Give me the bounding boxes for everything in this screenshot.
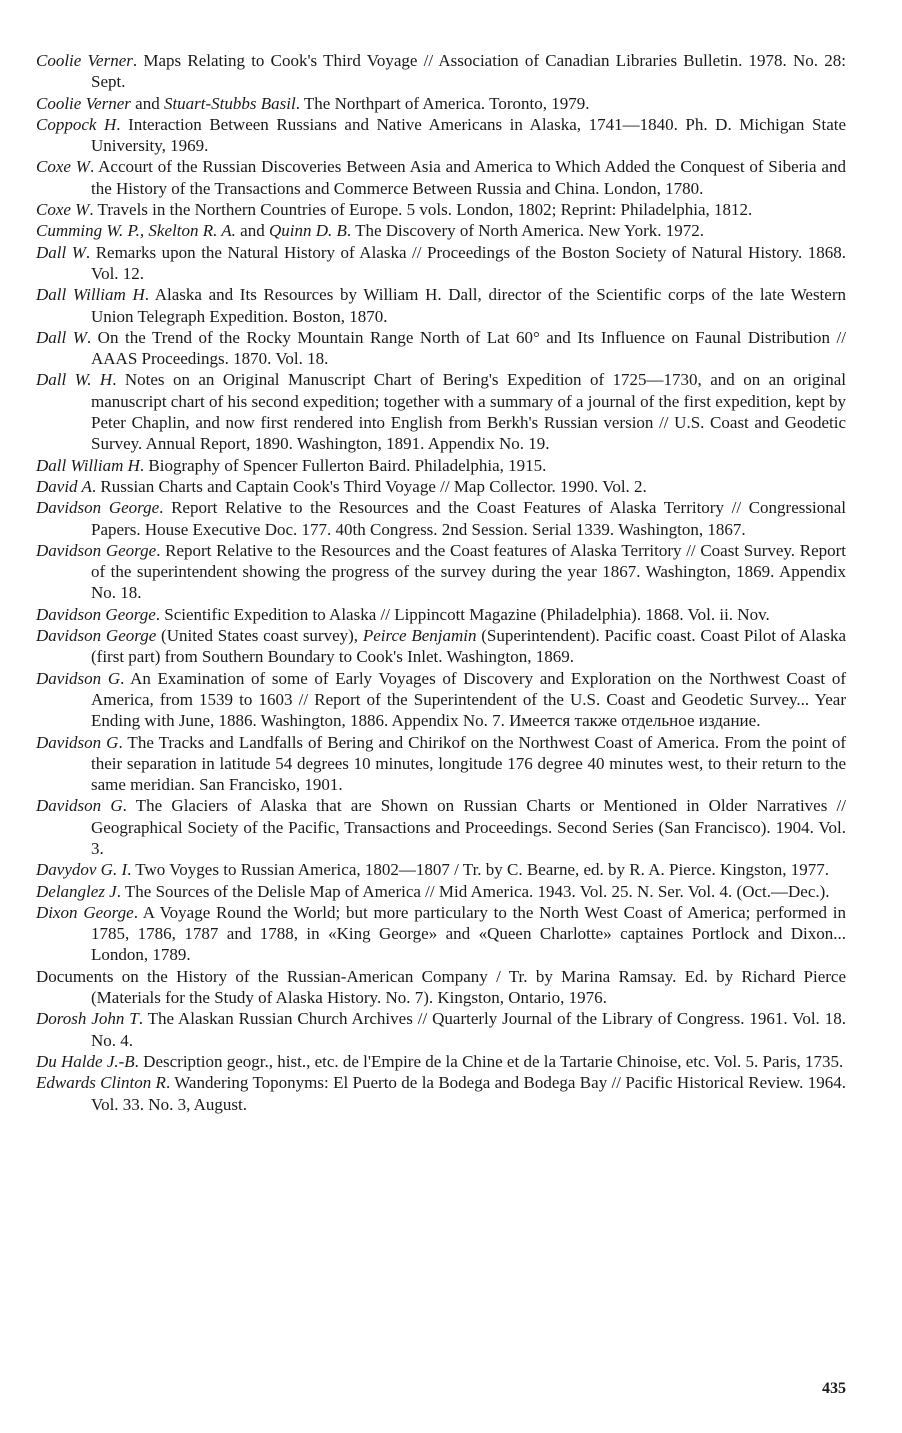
entry-text: (Superintendent). Pacific coast. Coast Pilot of Alaska (first part) from Southern Boundary to Cook's Inlet. Washington, 1869. [91,626,846,667]
bibliography-entry [36,455,846,476]
bibliography-entry [36,859,846,880]
bibliography-entry [36,50,846,93]
entry-text: . Notes on an Original Manuscript Chart of Bering's Expedition of 1725—1730, and on an original manuscript chart of his second expedition; together with a summary of a journal of the first expedition, kept by Peter Chaplin, and now first rendered into English from Berkh's Russian version // U.S. Coast and Geodetic Survey. Annual Report, 1890. Washington, 1891. Appendix No. 19. [91,370,846,454]
bibliography-entry [36,604,846,625]
entry-text: . The Northpart of America. Toronto, 1979. [295,93,590,113]
author: Dall W [36,327,87,347]
entry-text: . The Tracks and Landfalls of Bering and Chirikof on the Northwest Coast of America. From the point of their separation in latitude 54 degrees 10 minutes, longitude 176 degree 40 minutes west, to their return to the same meridian. San Francisko, 1901. [91,732,846,795]
coauthor: Peirce Benjamin [362,626,477,646]
bibliography-entry [36,327,846,370]
author: Davidson G [36,668,121,688]
entry-text: . Biography of Spencer Fullerton Baird. Philadelphia, 1915. [139,455,547,475]
entry-text: . The Glaciers of Alaska that are Shown on Russian Charts or Mentioned in Older Narratives // Geographical Society of the Pacific, Transactions and Proceedings. Second Series (San Francisco). 1904. Vol. 3. [91,796,846,858]
author: Dall W [36,242,86,262]
author: Davidson George [36,626,157,646]
connector: and [130,93,164,113]
author: Davidson George [36,498,160,518]
entry-text: . Interaction Between Russians and Native Americans in Alaska, 1741—1840. Ph. D. Michigan State University, 1969. [91,114,847,156]
author: Coolie Verner [36,93,131,113]
bibliography-entry [36,284,846,327]
entry-text: . Description geogr., hist., etc. de l'Empire de la Chine et de la Tartarie Chinoise, etc. Vol. 5. Paris, 1735. [134,1051,844,1071]
author: Coppock H [36,114,117,134]
author: Davidson G [36,732,119,752]
entry-text: . On the Trend of the Rocky Mountain Range North of Lat 60° and Its Influence on Faunal Distribution // AAAS Proceedings. 1870. Vol. 18. [86,327,846,369]
entry-text: . Report Relative to the Resources and the Coast Features of Alaska Territory // Congressional Papers. House Executive Doc. 177. 40th Congress. 2nd Session. Serial 1339. Washington, 1867. [91,498,846,539]
bibliography-entry [36,1072,846,1115]
entry-text: . The Alaskan Russian Church Archives // Quarterly Journal of the Library of Congress. 1961. Vol. 18. No. 4. [91,1009,846,1050]
author: Coxe W [36,157,90,177]
connector: and [235,221,269,241]
entry-text: . Maps Relating to Cook's Third Voyage // Association of Canadian Libraries Bulletin. 1978. No. 28: Sept. [91,51,846,92]
author: Davidson George [36,540,157,560]
page-number: 435 [822,1380,846,1397]
bibliography-entry [36,881,846,902]
bibliography-entry [36,476,846,497]
bibliography-entry [36,156,846,199]
author: Cumming W. P., Skelton R. A. [36,221,236,241]
bibliography-entry [36,199,846,220]
coauthor: Stuart-Stubbs Basil [163,93,296,113]
author: Dall William H [36,455,140,475]
author: Du Halde J.-B [36,1051,135,1071]
entry-text: Documents on the History of the Russian-American Company / Tr. by Marina Ramsay. Ed. by Richard Pierce (Materials for the Study of Alaska History. No. 7). Kingston, Ontario, 1976. [36,966,846,1008]
bibliography-entry [36,220,846,241]
bibliography-entry [36,966,846,1009]
entry-text: . Alaska and Its Resources by William H. Dall, director of the Scientific corps of the late Western Union Telegraph Expedition. Boston, 1870. [91,285,846,326]
author: Coolie Verner [36,51,133,70]
author: Dall W. H [36,370,113,390]
entry-text: . Wandering Toponyms: El Puerto de la Bodega and Bodega Bay // Pacific Historical Review. 1964. Vol. 33. No. 3, August. [91,1073,846,1114]
bibliography-list [36,50,846,1115]
entry-text: . An Examination of some of Early Voyages of Discovery and Exploration on the Northwest Coast of America, from 1539 to 1603 // Report of the Superintendent of the U.S. Coast and Geodetic Survey... Year Ending with June, 1886. Washington, 1886. Appendix No. 7. Имеется также отдельное издание. [91,668,846,731]
author: Davidson George [36,604,156,624]
bibliography-entry [36,93,846,114]
entry-text: . Accourt of the Russian Discoveries Between Asia and America to Which Added the Conquest of Siberia and the History of the Transactions and Commerce Between Russia and China. London, 1780. [89,157,846,198]
bibliography-entry [36,902,846,966]
entry-text: . Report Relative to the Resources and the Coast features of Alaska Territory // Coast Survey. Report of the superintendent showing the progress of the survey during the year 1867. Washington, 1869. Appendix No. 18. [91,540,846,603]
entry-text: . Scientific Expedition to Alaska // Lippincott Magazine (Philadelphia). 1868. Vol. ii. Nov. [155,604,770,624]
author: Davydov G. I [36,860,128,880]
author: Dall William H [36,285,145,305]
bibliography-entry [36,540,846,604]
entry-text: . Two Voyges to Russian America, 1802—1807 / Tr. by C. Bearne, ed. by R. A. Pierce. Kingston, 1977. [127,860,830,880]
author: Delanglez J [36,881,117,901]
bibliography-entry [36,369,846,454]
author: Edwards Clinton R [36,1073,166,1093]
bibliography-entry [36,1008,846,1051]
bibliography-entry [36,668,846,732]
author: Davidson G [36,796,123,816]
entry-text: . Remarks upon the Natural History of Alaska // Proceedings of the Boston Society of Natural History. 1868. Vol. 12. [85,242,846,283]
author: Coxe W [36,200,90,220]
bibliography-entry [36,1051,846,1072]
entry-text: . Russian Charts and Captain Cook's Third Voyage // Map Collector. 1990. Vol. 2. [91,476,647,496]
bibliography-entry [36,625,846,668]
entry-text: . Travels in the Northern Countries of Europe. 5 vols. London, 1802; Reprint: Philadelphia, 1812. [89,200,753,220]
entry-text: . The Discovery of North America. New York. 1972. [346,221,704,241]
author: Dixon George [36,902,134,922]
bibliography-entry [36,795,846,859]
entry-text: . The Sources of the Delisle Map of America // Mid America. 1943. Vol. 25. N. Ser. Vol. 4. (Oct.—Dec.). [116,881,830,901]
bibliography-entry [36,497,846,540]
author: David A [36,476,92,496]
coauthor: Quinn D. B [268,221,347,241]
connector: (United States coast survey), [156,626,363,646]
bibliography-entry [36,242,846,285]
bibliography-entry [36,114,846,157]
bibliography-entry [36,732,846,796]
author: Dorosh John T [36,1009,139,1029]
entry-text: . A Voyage Round the World; but more particulary to the North West Coast of America; performed in 1785, 1786, 1787 and 1788, in «King George» and «Queen Charlotte» captaines Portlock and Dixon... London, 1789. [91,902,846,965]
